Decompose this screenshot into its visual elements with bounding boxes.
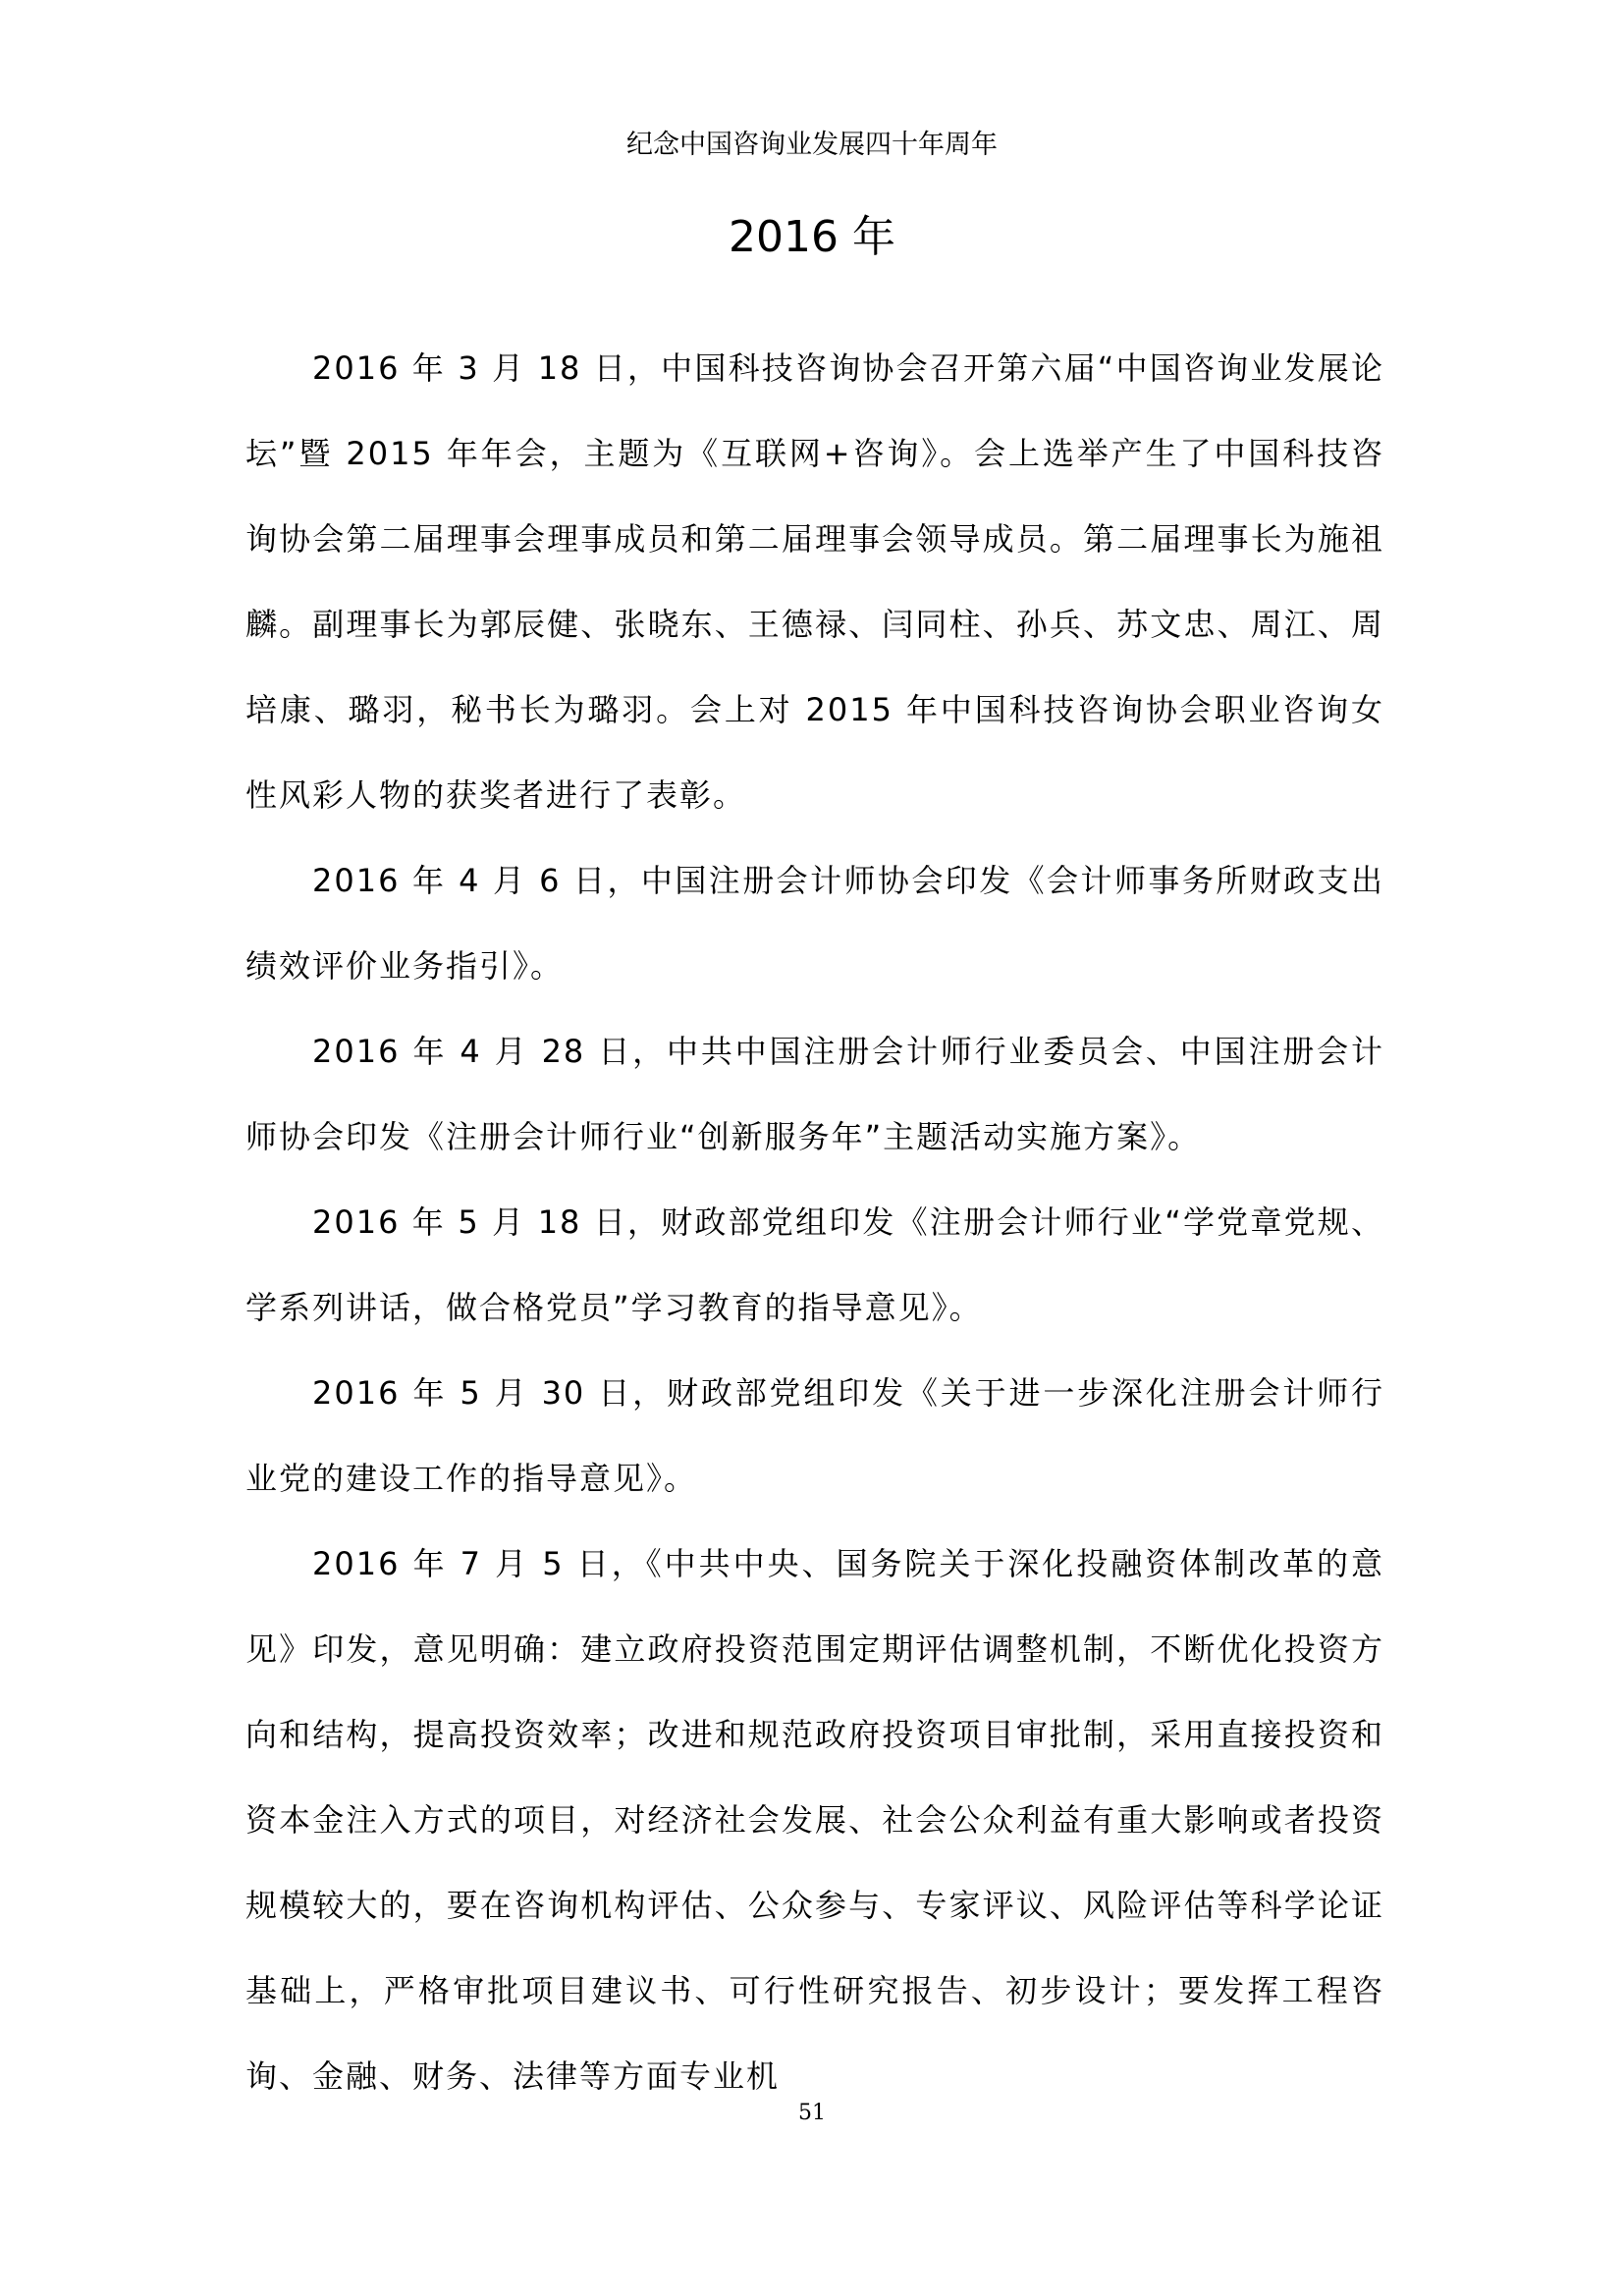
paragraph-party-education: 2016 年 5 月 18 日，财政部党组印发《注册会计师行业“学党章党规、学系列讲话，做合格党员”学习教育的指导意见》。 (245, 1203, 1384, 1326)
page-number: 51 (798, 2101, 826, 2125)
year-heading: 2016 年 (729, 212, 895, 262)
paragraph-party-building: 2016 年 5 月 30 日，财政部党组印发《关于进一步深化注册会计师行业党的建设工作的指导意见》。 (245, 1374, 1384, 1497)
paragraph-forum: 2016 年 3 月 18 日，中国科技咨询协会召开第六届“中国咨询业发展论坛”暨 2015 年年会，主题为《互联网+咨询》。会上选举产生了中国科技咨询协会第二届理事会理事成员和第二届理事会领导成员。第二届理事长为施祖麟。副理事长为郭辰健、张晓东、王德禄、闫同柱、孙兵、苏文忠、周江、周培康、璐羽，秘书长为璐羽。会上对 2015 年中国科技咨询协会职业咨询女性风彩人物的获奖者进行了表彰。 (245, 349, 1384, 814)
paragraph-performance-guideline: 2016 年 4 月 6 日，中国注册会计师协会印发《会计师事务所财政支出绩效评价业务指引》。 (245, 862, 1384, 985)
paragraph-investment-reform: 2016 年 7 月 5 日，《中共中央、国务院关于深化投融资体制改革的意见》印发，意见明确：建立政府投资范围定期评估调整机制，不断优化投资方向和结构，提高投资效率；改进和规范政府投资项目审批制，采用直接投资和资本金注入方式的项目，对经济社会发展、社会公众利益有重大影响或者投资规模较大的，要在咨询机构评估、公众参与、专家评议、风险评估等科学论证基础上，严格审批项目建议书、可行性研究报告、初步设计；要发挥工程咨询、金融、财务、法律等方面专业机 (245, 1545, 1384, 2095)
running-header: 纪念中国咨询业发展四十年周年 (626, 130, 998, 160)
body-text (245, 326, 1384, 2119)
paragraph-innovation-service-year: 2016 年 4 月 28 日，中共中国注册会计师行业委员会、中国注册会计师协会印发《注册会计师行业“创新服务年”主题活动实施方案》。 (245, 1033, 1384, 1155)
